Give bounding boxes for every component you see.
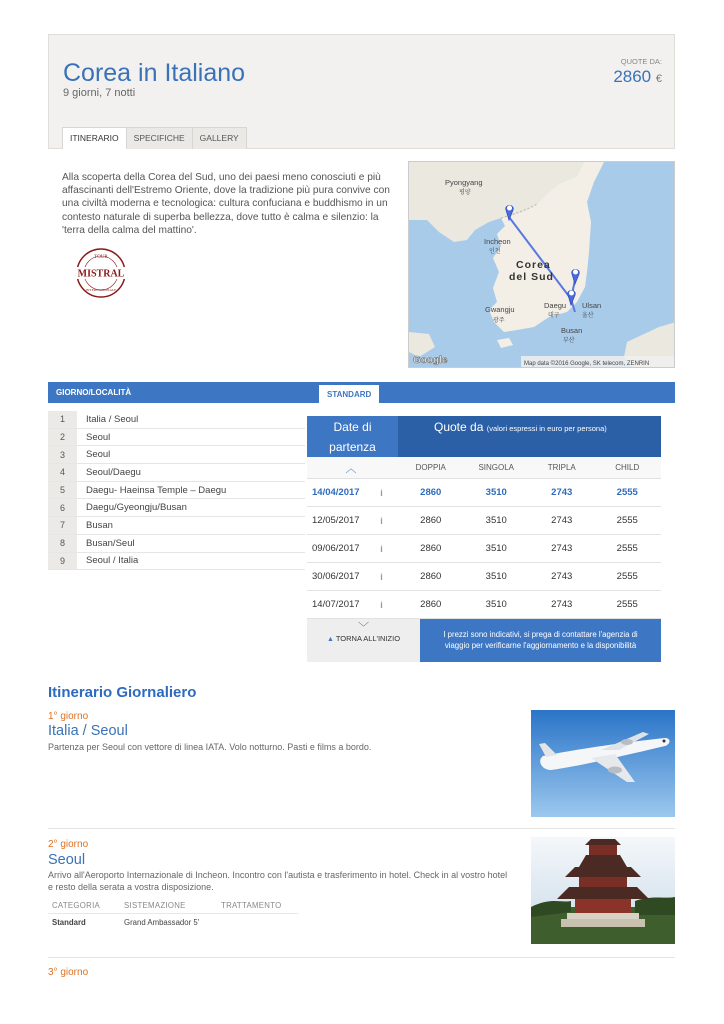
- price-doppia: 2860: [420, 487, 442, 498]
- chevron-down-icon[interactable]: ﹀: [358, 622, 369, 634]
- list-item[interactable]: [48, 411, 305, 429]
- day-location: Italia / Seoul: [86, 413, 139, 425]
- price-table: [307, 416, 661, 662]
- info-icon[interactable]: i: [380, 487, 383, 498]
- tab-gallery[interactable]: GALLERY: [192, 127, 247, 149]
- back-to-top-label: TORNA ALL'INIZIO: [335, 634, 401, 643]
- price-child: 2555: [616, 543, 638, 554]
- divider: [48, 828, 675, 829]
- price-tripla: 2743: [551, 599, 573, 610]
- info-icon[interactable]: i: [380, 543, 383, 554]
- list-item[interactable]: [48, 499, 305, 517]
- table-row[interactable]: [307, 535, 661, 563]
- map-label-ulsan-kr: 울산: [582, 312, 594, 319]
- info-icon[interactable]: i: [380, 599, 383, 610]
- tour-header: [48, 34, 675, 149]
- page-title: Corea in Italiano: [63, 59, 246, 87]
- table-row[interactable]: [307, 479, 661, 507]
- map-label-incheon: Incheon: [484, 237, 511, 246]
- table-row[interactable]: [307, 507, 661, 535]
- price-child: 2555: [616, 571, 638, 582]
- column-headers: [307, 457, 661, 479]
- map-label-pyongyang-kr: 평양: [459, 189, 471, 196]
- tour-tabs: [62, 127, 246, 149]
- quote-header-note: (valori espressi in euro per persona): [486, 424, 607, 433]
- day-location: Busan/Seul: [86, 537, 135, 549]
- day-location: Seoul / Italia: [86, 555, 139, 567]
- list-item[interactable]: [48, 482, 305, 500]
- price-singola: 3510: [485, 515, 507, 526]
- price-doppia: 2860: [420, 599, 442, 610]
- day-number: 3: [48, 446, 77, 463]
- map-label-ulsan: Ulsan: [582, 301, 602, 310]
- map-label-incheon-kr: 인천: [489, 248, 501, 255]
- price-table-footer: [307, 619, 661, 662]
- col-categoria: CATEGORIA: [52, 900, 101, 910]
- day-number: 8: [48, 535, 77, 552]
- quote-price-value: 2860: [613, 67, 652, 86]
- price-singola: 3510: [485, 571, 507, 582]
- date-header-line-2: partenza: [329, 440, 376, 454]
- tab-specifiche[interactable]: SPECIFICHE: [126, 127, 193, 149]
- accommodation-table: [48, 897, 298, 931]
- logo-main-text: MISTRAL: [77, 268, 125, 280]
- price-doppia: 2860: [420, 515, 442, 526]
- day-number: 1: [48, 411, 77, 428]
- tour-duration: 9 giorni, 7 notti: [63, 87, 136, 99]
- day-description: Partenza per Seoul con vettore di linea IATA. Volo notturno. Pasti e films a bordo.: [48, 742, 372, 752]
- map-label-country-2: del Sud: [509, 271, 554, 283]
- day-number: 7: [48, 517, 77, 534]
- airplane-image: [531, 710, 675, 817]
- list-item[interactable]: [48, 535, 305, 553]
- departure-date: 14/07/2017: [312, 599, 360, 610]
- price-singola: 3510: [485, 599, 507, 610]
- day-title: Italia / Seoul: [48, 723, 128, 739]
- column-child: CHILD: [615, 463, 640, 472]
- map-label-country: Corea: [516, 259, 551, 271]
- price-child: 2555: [616, 515, 638, 526]
- quote-label: QUOTE DA:: [620, 57, 662, 66]
- price-tripla: 2743: [551, 571, 573, 582]
- price-child: 2555: [616, 487, 638, 498]
- tab-itinerario[interactable]: ITINERARIO: [62, 127, 127, 149]
- quote-price: [613, 67, 662, 87]
- tour-description: Alla scoperta della Corea del Sud, uno dei paesi meno conosciuti e più affascinanti dell'Estremo Oriente, dove la tradizione più pura convive con una civiltà moderna e tecnologica: cultura confuciana e buddhismo in un contesto naturale di superba bellezza, dove tutto è calma e silenzio: la 'terra della calma del mattino'.: [62, 172, 390, 236]
- column-singola: SINGOLA: [478, 463, 515, 472]
- day-label: 1° giorno: [48, 711, 89, 722]
- currency-symbol: €: [655, 73, 662, 85]
- price-doppia: 2860: [420, 571, 442, 582]
- map-label-busan: Busan: [561, 326, 583, 335]
- column-doppia: DOPPIA: [415, 463, 446, 472]
- google-logo: Google: [413, 355, 448, 366]
- itinerary-title: Itinerario Giornaliero: [48, 684, 197, 701]
- price-disclaimer: I prezzi sono indicativi, si prega di contattare l'agenzia di viaggio per verificarne l'aggiornamento e la disponibilità: [420, 619, 661, 662]
- days-list: [48, 411, 305, 570]
- column-tripla: TRIPLA: [547, 463, 576, 472]
- list-item[interactable]: [48, 429, 305, 447]
- mistral-logo: [73, 247, 129, 299]
- map-label-daegu: Daegu: [544, 301, 567, 310]
- route-map[interactable]: [408, 161, 675, 368]
- prices-header: [305, 382, 675, 403]
- day-description: Arrivo all'Aeroporto Internazionale di Incheon. Incontro con l'autista e trasferimento in hotel. Check in al vostro hotel e resto della serata a vostra disposizione.: [48, 870, 508, 892]
- day-title: Seoul: [48, 852, 86, 868]
- day-location: Seoul: [86, 431, 111, 443]
- departure-date: 12/05/2017: [312, 515, 360, 526]
- chevron-up-icon[interactable]: ︿: [345, 462, 357, 475]
- list-item[interactable]: [48, 553, 305, 571]
- price-child: 2555: [616, 599, 638, 610]
- price-singola: 3510: [485, 543, 507, 554]
- price-tripla: 2743: [551, 543, 573, 554]
- table-row[interactable]: [307, 563, 661, 591]
- triangle-up-icon: ▲: [326, 636, 334, 643]
- divider: [48, 957, 675, 958]
- departure-date: 14/04/2017: [312, 487, 360, 498]
- day-location: Daegu- Haeinsa Temple – Daegu: [86, 484, 227, 496]
- col-trattamento: TRATTAMENTO: [221, 900, 282, 910]
- date-header: [307, 416, 398, 457]
- day-number: 6: [48, 499, 77, 516]
- day-number: 9: [48, 553, 77, 570]
- day-number: 2: [48, 429, 77, 446]
- day-label: 3° giorno: [48, 967, 89, 978]
- col-sistemazione: SISTEMAZIONE: [124, 900, 186, 910]
- accommodation-header: [48, 897, 298, 914]
- table-row[interactable]: [307, 591, 661, 619]
- day-label: 2° giorno: [48, 839, 89, 850]
- price-tripla: 2743: [551, 487, 573, 498]
- day-location: Daegu/Gyeongju/Busan: [86, 502, 187, 514]
- price-tripla: 2743: [551, 515, 573, 526]
- tab-standard[interactable]: STANDARD: [319, 385, 379, 403]
- map-label-pyongyang: Pyongyang: [445, 178, 483, 187]
- accommodation-category: Standard: [52, 918, 86, 927]
- day-number: 5: [48, 482, 77, 499]
- map-label-gwangju: Gwangju: [485, 305, 515, 314]
- map-label-daegu-kr: 대구: [548, 312, 560, 319]
- days-header: GIORNO/LOCALITÀ: [48, 382, 305, 403]
- day-number: 4: [48, 464, 77, 481]
- date-header-line-1: Date di: [333, 420, 372, 434]
- logo-bottom-text: INTERNAZIONALE: [85, 288, 117, 292]
- price-doppia: 2860: [420, 543, 442, 554]
- quote-header: [398, 416, 661, 457]
- list-item[interactable]: [48, 464, 305, 482]
- table-row: [48, 914, 298, 931]
- price-table-header: [307, 416, 661, 457]
- list-item[interactable]: [48, 446, 305, 464]
- map-label-gwangju-kr: 광주: [493, 317, 505, 324]
- map-label-busan-kr: 부산: [563, 337, 575, 344]
- day-location: Seoul/Daegu: [86, 466, 141, 478]
- pagoda-image: [531, 837, 675, 944]
- day-location: Seoul: [86, 449, 111, 461]
- map-graphic: [409, 162, 675, 368]
- quote-header-label: Quote da: [434, 420, 484, 434]
- list-item[interactable]: [48, 517, 305, 535]
- info-icon[interactable]: i: [380, 571, 383, 582]
- departure-date: 09/06/2017: [312, 543, 360, 554]
- info-icon[interactable]: i: [380, 515, 383, 526]
- day-location: Busan: [86, 519, 113, 531]
- departure-date: 30/06/2017: [312, 571, 360, 582]
- accommodation-hotel: Grand Ambassador 5': [124, 918, 200, 927]
- map-attribution: Map data ©2016 Google, SK telecom, ZENRIN: [524, 361, 650, 367]
- back-to-top-button[interactable]: [307, 619, 420, 662]
- logo-top-text: TOUR: [94, 255, 108, 260]
- price-singola: 3510: [485, 487, 507, 498]
